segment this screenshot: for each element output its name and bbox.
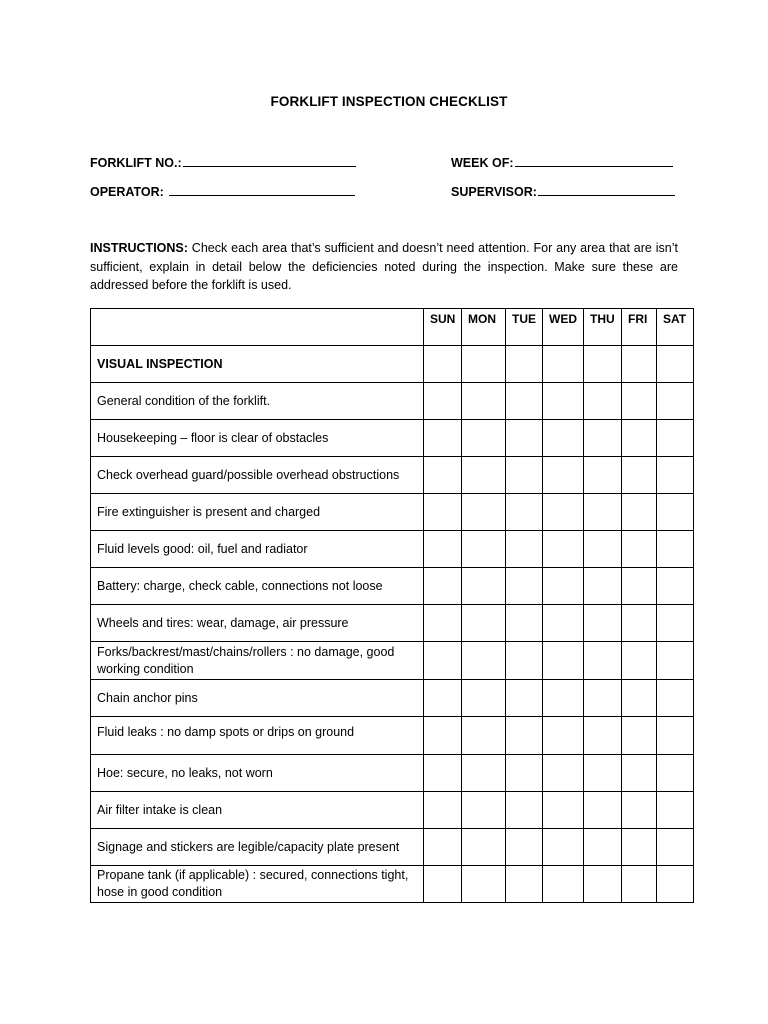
supervisor-field — [451, 183, 675, 199]
check-cell-wed[interactable] — [543, 866, 584, 903]
check-cell-thu[interactable] — [584, 792, 622, 829]
checklist-item-label: Fluid levels good: oil, fuel and radiator — [91, 531, 424, 568]
check-cell-fri[interactable] — [622, 346, 657, 383]
table-row — [91, 383, 694, 420]
checklist-item-label: Fire extinguisher is present and charged — [91, 494, 424, 531]
check-cell-thu[interactable] — [584, 605, 622, 642]
check-cell-tue[interactable] — [506, 866, 543, 903]
check-cell-mon[interactable] — [462, 829, 506, 866]
check-cell-wed[interactable] — [543, 680, 584, 717]
check-cell-fri[interactable] — [622, 792, 657, 829]
check-cell-tue[interactable] — [506, 717, 543, 755]
check-cell-sat[interactable] — [657, 568, 694, 605]
check-cell-tue[interactable] — [506, 568, 543, 605]
day-header-thu: THU — [584, 309, 622, 346]
check-cell-tue[interactable] — [506, 642, 543, 680]
check-cell-tue[interactable] — [506, 383, 543, 420]
check-cell-thu[interactable] — [584, 642, 622, 680]
check-cell-tue[interactable] — [506, 457, 543, 494]
check-cell-sun[interactable] — [424, 568, 462, 605]
check-cell-fri[interactable] — [622, 383, 657, 420]
check-cell-sat[interactable] — [657, 531, 694, 568]
check-cell-thu[interactable] — [584, 755, 622, 792]
checklist-item-label: Forks/backrest/mast/chains/rollers : no damage, good working condition — [91, 642, 424, 680]
check-cell-sat[interactable] — [657, 457, 694, 494]
table-row — [91, 642, 694, 680]
check-cell-fri[interactable] — [622, 642, 657, 680]
check-cell-wed[interactable] — [543, 457, 584, 494]
check-cell-fri[interactable] — [622, 494, 657, 531]
check-cell-fri[interactable] — [622, 457, 657, 494]
forklift-no-field — [90, 154, 356, 170]
page-title: FORKLIFT INSPECTION CHECKLIST — [270, 94, 508, 109]
operator-label: OPERATOR: — [90, 185, 164, 199]
check-cell-fri[interactable] — [622, 829, 657, 866]
instructions-label: INSTRUCTIONS: — [90, 241, 188, 255]
check-cell-mon[interactable] — [462, 568, 506, 605]
check-cell-mon[interactable] — [462, 605, 506, 642]
section-heading: VISUAL INSPECTION — [91, 346, 424, 383]
check-cell-wed[interactable] — [543, 717, 584, 755]
check-cell-fri[interactable] — [622, 420, 657, 457]
check-cell-sun[interactable] — [424, 717, 462, 755]
check-cell-mon[interactable] — [462, 642, 506, 680]
forklift-no-label: FORKLIFT NO.: — [90, 156, 182, 170]
day-header-sat: SAT — [657, 309, 694, 346]
check-cell-sat[interactable] — [657, 642, 694, 680]
check-cell-tue[interactable] — [506, 755, 543, 792]
check-cell-mon[interactable] — [462, 755, 506, 792]
check-cell-mon[interactable] — [462, 717, 506, 755]
check-cell-sun[interactable] — [424, 605, 462, 642]
check-cell-sat[interactable] — [657, 866, 694, 903]
week-of-blank[interactable] — [515, 154, 673, 167]
table-row — [91, 494, 694, 531]
check-cell-mon[interactable] — [462, 383, 506, 420]
check-cell-sun[interactable] — [424, 829, 462, 866]
forklift-no-blank[interactable] — [183, 154, 356, 167]
table-row — [91, 792, 694, 829]
check-cell-sun[interactable] — [424, 642, 462, 680]
check-cell-sun[interactable] — [424, 792, 462, 829]
check-cell-sun[interactable] — [424, 383, 462, 420]
check-cell-thu[interactable] — [584, 866, 622, 903]
check-cell-wed[interactable] — [543, 792, 584, 829]
check-cell-fri[interactable] — [622, 568, 657, 605]
check-cell-fri[interactable] — [622, 680, 657, 717]
day-header-wed: WED — [543, 309, 584, 346]
check-cell-tue[interactable] — [506, 792, 543, 829]
check-cell-sat[interactable] — [657, 755, 694, 792]
check-cell-thu[interactable] — [584, 568, 622, 605]
check-cell-tue[interactable] — [506, 605, 543, 642]
check-cell-tue[interactable] — [506, 829, 543, 866]
check-cell-sun[interactable] — [424, 494, 462, 531]
checklist-item-label: Fluid leaks : no damp spots or drips on ground — [91, 717, 424, 755]
table-row — [91, 717, 694, 755]
check-cell-thu[interactable] — [584, 829, 622, 866]
checklist-item-label: Battery: charge, check cable, connections not loose — [91, 568, 424, 605]
check-cell-thu[interactable] — [584, 420, 622, 457]
check-cell-thu[interactable] — [584, 680, 622, 717]
check-cell-sat[interactable] — [657, 494, 694, 531]
table-row — [91, 866, 694, 903]
check-cell-sat[interactable] — [657, 346, 694, 383]
check-cell-wed[interactable] — [543, 568, 584, 605]
check-cell-mon[interactable] — [462, 680, 506, 717]
operator-field — [90, 183, 355, 199]
table-header-row — [91, 309, 694, 346]
check-cell-sat[interactable] — [657, 792, 694, 829]
check-cell-fri[interactable] — [622, 717, 657, 755]
table-row — [91, 605, 694, 642]
check-cell-wed[interactable] — [543, 755, 584, 792]
check-cell-mon[interactable] — [462, 531, 506, 568]
table-row — [91, 346, 694, 383]
check-cell-wed[interactable] — [543, 531, 584, 568]
check-cell-wed[interactable] — [543, 829, 584, 866]
checklist-item-label: Housekeeping – floor is clear of obstacles — [91, 420, 424, 457]
header-item — [91, 309, 424, 346]
check-cell-mon[interactable] — [462, 494, 506, 531]
check-cell-thu[interactable] — [584, 494, 622, 531]
check-cell-sat[interactable] — [657, 829, 694, 866]
table-row — [91, 680, 694, 717]
check-cell-sun[interactable] — [424, 866, 462, 903]
table-row — [91, 420, 694, 457]
checklist-item-label: Signage and stickers are legible/capacity plate present — [91, 829, 424, 866]
check-cell-sat[interactable] — [657, 605, 694, 642]
check-cell-mon[interactable] — [462, 346, 506, 383]
instructions-paragraph — [90, 239, 678, 295]
check-cell-wed[interactable] — [543, 420, 584, 457]
check-cell-fri[interactable] — [622, 866, 657, 903]
day-header-tue: TUE — [506, 309, 543, 346]
table-row — [91, 755, 694, 792]
check-cell-thu[interactable] — [584, 717, 622, 755]
check-cell-sun[interactable] — [424, 755, 462, 792]
check-cell-sat[interactable] — [657, 420, 694, 457]
check-cell-fri[interactable] — [622, 755, 657, 792]
checklist-item-label: Check overhead guard/possible overhead obstructions — [91, 457, 424, 494]
checklist-item-label: General condition of the forklift. — [91, 383, 424, 420]
day-header-mon: MON — [462, 309, 506, 346]
check-cell-sun[interactable] — [424, 457, 462, 494]
checklist-item-label: Hoe: secure, no leaks, not worn — [91, 755, 424, 792]
check-cell-sun[interactable] — [424, 346, 462, 383]
check-cell-thu[interactable] — [584, 531, 622, 568]
check-cell-tue[interactable] — [506, 346, 543, 383]
check-cell-mon[interactable] — [462, 866, 506, 903]
checklist-item-label: Wheels and tires: wear, damage, air pressure — [91, 605, 424, 642]
table-row — [91, 568, 694, 605]
check-cell-tue[interactable] — [506, 680, 543, 717]
table-row — [91, 531, 694, 568]
check-cell-tue[interactable] — [506, 531, 543, 568]
check-cell-mon[interactable] — [462, 792, 506, 829]
check-cell-sat[interactable] — [657, 680, 694, 717]
operator-blank[interactable] — [169, 183, 355, 196]
check-cell-thu[interactable] — [584, 457, 622, 494]
checklist-item-label: Air filter intake is clean — [91, 792, 424, 829]
week-of-label: WEEK OF: — [451, 156, 514, 170]
week-of-field — [451, 154, 673, 170]
day-header-fri: FRI — [622, 309, 657, 346]
checklist-item-label: Propane tank (if applicable) : secured, connections tight, hose in good condition — [91, 866, 424, 903]
supervisor-blank[interactable] — [538, 183, 675, 196]
table-row — [91, 829, 694, 866]
check-cell-wed[interactable] — [543, 346, 584, 383]
check-cell-thu[interactable] — [584, 346, 622, 383]
check-cell-sat[interactable] — [657, 383, 694, 420]
supervisor-label: SUPERVISOR: — [451, 185, 537, 199]
check-cell-wed[interactable] — [543, 383, 584, 420]
check-cell-sun[interactable] — [424, 680, 462, 717]
check-cell-wed[interactable] — [543, 642, 584, 680]
check-cell-mon[interactable] — [462, 420, 506, 457]
check-cell-wed[interactable] — [543, 605, 584, 642]
checklist-item-label: Chain anchor pins — [91, 680, 424, 717]
check-cell-mon[interactable] — [462, 457, 506, 494]
check-cell-tue[interactable] — [506, 494, 543, 531]
instructions-text: Check each area that’s sufficient and doesn’t need attention. For any area that are isn’t sufficient, explain in detail below the deficiencies noted during the inspection. Make sure these are addressed before the forklift is used. — [90, 241, 678, 292]
inspection-table — [90, 308, 694, 903]
table-row — [91, 457, 694, 494]
check-cell-sun[interactable] — [424, 420, 462, 457]
check-cell-fri[interactable] — [622, 605, 657, 642]
check-cell-sun[interactable] — [424, 531, 462, 568]
check-cell-fri[interactable] — [622, 531, 657, 568]
day-header-sun: SUN — [424, 309, 462, 346]
check-cell-tue[interactable] — [506, 420, 543, 457]
check-cell-wed[interactable] — [543, 494, 584, 531]
check-cell-thu[interactable] — [584, 383, 622, 420]
check-cell-sat[interactable] — [657, 717, 694, 755]
